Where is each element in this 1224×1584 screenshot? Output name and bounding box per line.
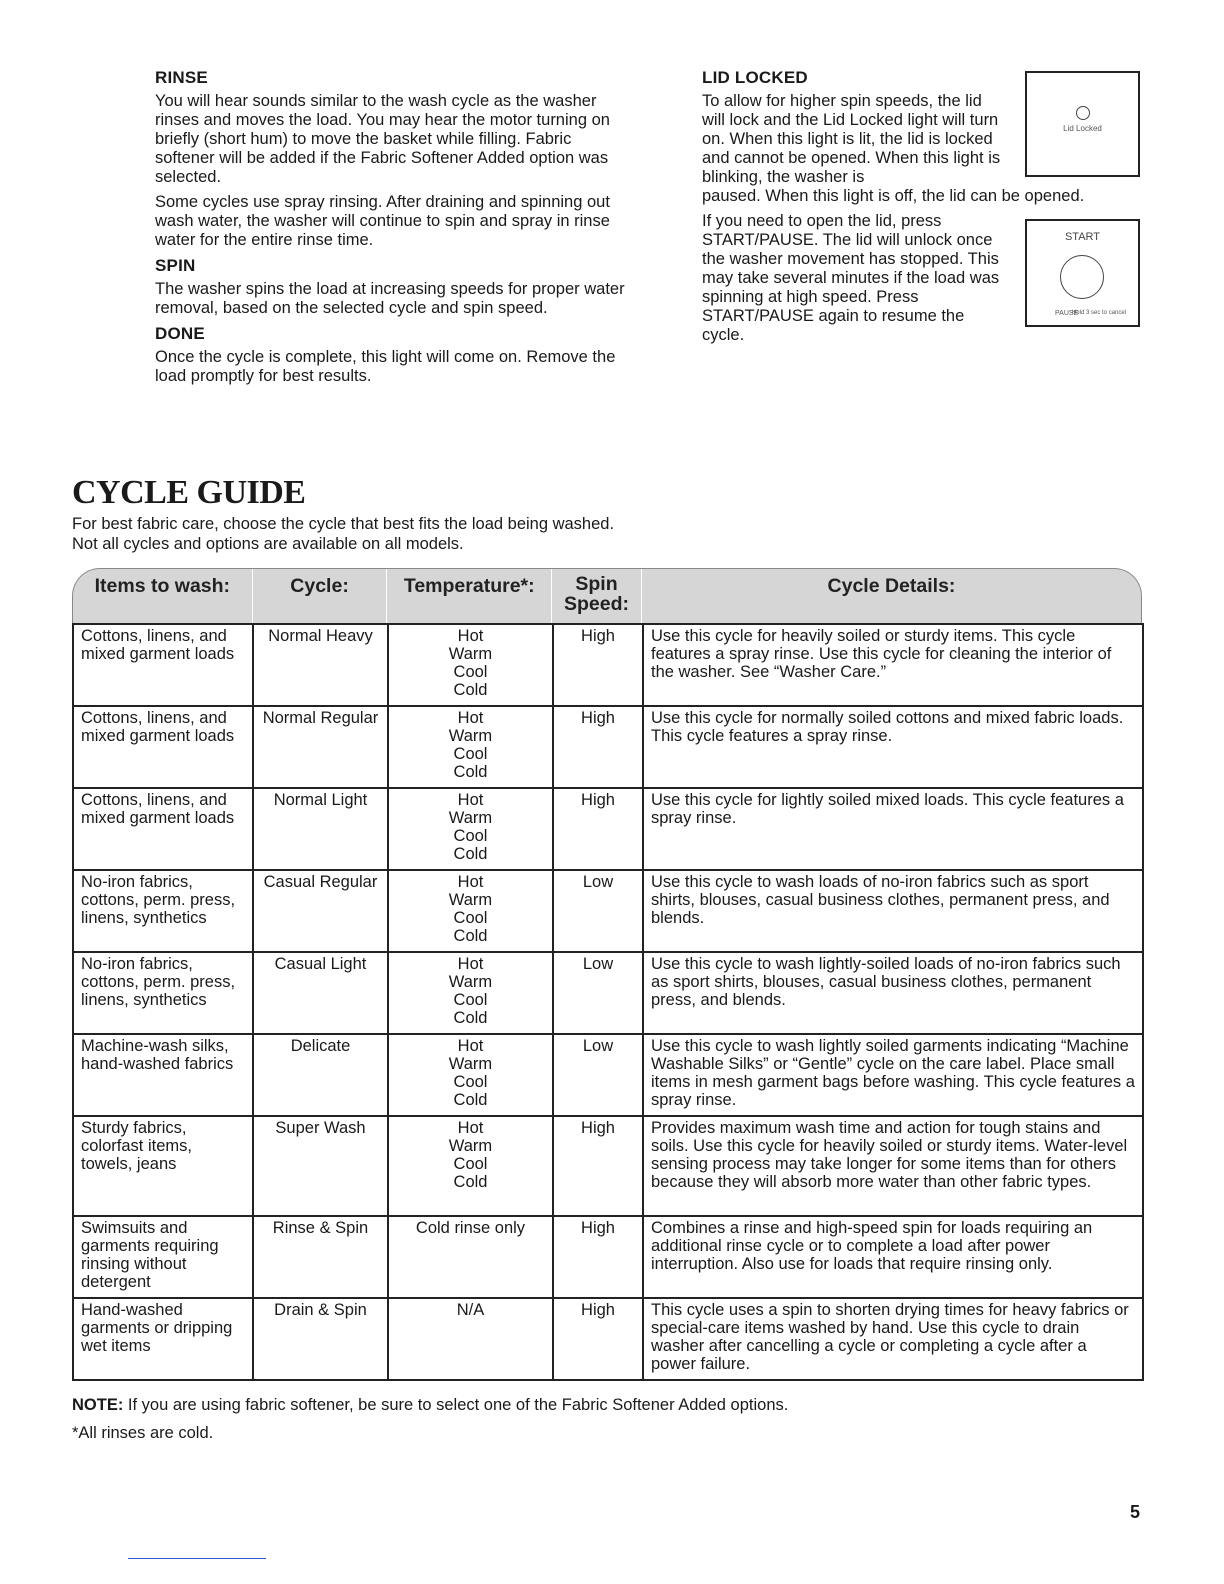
cycle-table-body	[72, 623, 1144, 1381]
lid-locked-paragraph-1b: paused. When this light is off, the lid can be opened.	[702, 187, 1085, 205]
cycle-guide-intro	[72, 515, 872, 554]
temperature-option: Cool	[453, 909, 488, 927]
cycle-details-cell: Use this cycle for normally soiled cottons and mixed fabric loads. This cycle features a spray rinse.	[643, 706, 1143, 788]
cycle-cell: Delicate	[253, 1034, 388, 1116]
items-cell: No-iron fabrics, cottons, perm. press, linens, synthetics	[73, 952, 253, 1034]
done-paragraph: Once the cycle is complete, this light will come on. Remove the load promptly for best results.	[155, 348, 616, 385]
note-section	[72, 1396, 1072, 1452]
pause-label: PAUSE	[1055, 310, 1079, 317]
done-heading: DONE	[155, 324, 205, 343]
note-text: If you are using fabric softener, be sure to select one of the Fabric Softener Added options.	[123, 1396, 789, 1414]
rinse-paragraph-2: Some cycles use spray rinsing. After draining and spinning out wash water, the washer will continue to spin and spray in rinse water for the entire rinse time.	[155, 193, 610, 249]
temperature-option: Warm	[448, 727, 493, 745]
spin-speed-cell: High	[553, 706, 643, 788]
temperature-cell	[388, 870, 553, 952]
table-row	[73, 870, 1143, 952]
spin-speed-cell: High	[553, 1216, 643, 1298]
table-row	[73, 706, 1143, 788]
temperature-option: Hot	[457, 1119, 484, 1137]
header-cycle-details: Cycle Details:	[827, 575, 956, 597]
start-pause-button-icon	[1060, 255, 1104, 299]
spin-speed-cell: High	[553, 1298, 643, 1380]
temperature-option: Cold	[453, 681, 488, 699]
table-row	[73, 1298, 1143, 1380]
cycle-details-cell: Use this cycle for heavily soiled or sturdy items. This cycle features a spray rinse. Use this cycle for cleaning the interior of the washer. See “Washer Care.”	[643, 624, 1143, 706]
spin-speed-cell: Low	[553, 952, 643, 1034]
lid-locked-light-icon	[1076, 106, 1090, 120]
temperature-option: Cold	[453, 1091, 488, 1109]
cycle-cell: Casual Light	[253, 952, 388, 1034]
spin-paragraph: The washer spins the load at increasing speeds for proper water removal, based on the selected cycle and spin speed.	[155, 280, 625, 317]
temperature-option: Cold rinse only	[415, 1219, 526, 1237]
lid-locked-paragraph-2: If you need to open the lid, press START/PAUSE. The lid will unlock once the washer movement has stopped. This may take several minutes if the load was spinning at high speed. Press START/PAUSE again to resume the cycle.	[702, 212, 1000, 344]
temperature-cell	[388, 1034, 553, 1116]
temperature-option: Warm	[448, 1137, 493, 1155]
temperature-option: N/A	[456, 1301, 485, 1319]
cycle-cell: Casual Regular	[253, 870, 388, 952]
temperature-cell	[388, 788, 553, 870]
spin-speed-cell: High	[553, 1116, 643, 1216]
spin-heading: SPIN	[155, 256, 196, 275]
temperature-option: Cool	[453, 1073, 488, 1091]
temperature-option: Cool	[453, 1155, 488, 1173]
cycle-guide-title: CYCLE GUIDE	[72, 474, 306, 511]
temperature-option: Warm	[448, 973, 493, 991]
cycle-details-cell: This cycle uses a spin to shorten drying times for heavy fabrics or special-care items washed by hand. Use this cycle to drain washer after cancelling a cycle or completing a cycle after a power failure.	[643, 1298, 1143, 1380]
temperature-option: Cool	[453, 745, 488, 763]
header-temperature: Temperature*:	[387, 569, 552, 623]
temperature-option: Warm	[448, 809, 493, 827]
temperature-cell	[388, 1216, 553, 1298]
items-cell: Hand-washed garments or dripping wet items	[73, 1298, 253, 1380]
temperature-option: Hot	[457, 1037, 484, 1055]
cycle-cell: Normal Heavy	[253, 624, 388, 706]
table-header	[72, 568, 1142, 623]
temperature-cell	[388, 706, 553, 788]
table-row	[73, 1034, 1143, 1116]
footnote: *All rinses are cold.	[72, 1424, 214, 1442]
cycle-cell: Drain & Spin	[253, 1298, 388, 1380]
cycle-details-cell: Combines a rinse and high-speed spin for loads requiring an additional rinse cycle or to complete a load after power interruption. Also use for loads that require rinsing only.	[643, 1216, 1143, 1298]
items-cell: Machine-wash silks, hand-washed fabrics	[73, 1034, 253, 1116]
cycle-guide-intro-line-2: Not all cycles and options are available on all models.	[72, 534, 464, 553]
temperature-option: Hot	[457, 709, 484, 727]
cycle-cell: Super Wash	[253, 1116, 388, 1216]
note-label: NOTE:	[72, 1396, 124, 1414]
left-column	[155, 68, 625, 392]
rinse-paragraph-1: You will hear sounds similar to the wash cycle as the washer rinses and moves the load. You may hear the motor turning on briefly (short hum) to move the basket while filling. Fabric softener will be added if the Fabric Softener Added option was selected.	[155, 92, 610, 186]
table-row	[73, 952, 1143, 1034]
cycle-cell: Normal Light	[253, 788, 388, 870]
cycle-details-cell: Use this cycle to wash lightly-soiled loads of no-iron fabrics such as sport shirts, blouses, casual business clothes, permanent press, and blends.	[643, 952, 1143, 1034]
temperature-option: Warm	[448, 891, 493, 909]
temperature-option: Cold	[453, 845, 488, 863]
table-row	[73, 624, 1143, 706]
cycle-details-cell: Use this cycle for lightly soiled mixed loads. This cycle features a spray rinse.	[643, 788, 1143, 870]
spin-speed-cell: Low	[553, 870, 643, 952]
temperature-option: Hot	[457, 955, 484, 973]
cycle-details-cell: Use this cycle to wash loads of no-iron fabrics such as sport shirts, blouses, casual business clothes, permanent press, and blends.	[643, 870, 1143, 952]
temperature-option: Cold	[453, 927, 488, 945]
temperature-option: Cool	[453, 991, 488, 1009]
temperature-cell	[388, 1116, 553, 1216]
header-cycle: Cycle:	[253, 569, 388, 623]
temperature-option: Warm	[448, 1055, 493, 1073]
spin-speed-cell: High	[553, 788, 643, 870]
cycle-details-cell: Use this cycle to wash lightly soiled garments indicating “Machine Washable Silks” or “Gentle” cycle on the care label. Place small items in mesh garment bags before washing. This cycle features a spray rinse.	[643, 1034, 1143, 1116]
cycle-details-cell: Provides maximum wash time and action for tough stains and soils. Use this cycle for heavily soiled or sturdy items. Water-level sensing process may take longer for some items than for others because they will absorb more water than other fabric types.	[643, 1116, 1143, 1216]
lid-locked-paragraph-1: To allow for higher spin speeds, the lid will lock and the Lid Locked light will turn on. When this light is lit, the lid is locked and cannot be opened. When this light is blinking, the washer is	[702, 92, 1001, 186]
items-cell: Cottons, linens, and mixed garment loads	[73, 624, 253, 706]
temperature-option: Warm	[448, 645, 493, 663]
spin-speed-cell: Low	[553, 1034, 643, 1116]
start-pause-button-illustration	[1025, 219, 1140, 327]
page-number: 5	[1129, 1502, 1140, 1522]
start-label: START	[1064, 231, 1101, 243]
hold-to-cancel-label: Hold 3 sec to cancel	[1071, 310, 1126, 316]
temperature-option: Cool	[453, 663, 488, 681]
temperature-option: Cold	[453, 1009, 488, 1027]
lid-locked-indicator-label: Lid Locked	[1063, 124, 1102, 133]
spin-speed-cell: High	[553, 624, 643, 706]
temperature-cell	[388, 1298, 553, 1380]
cycle-cell: Normal Regular	[253, 706, 388, 788]
temperature-option: Hot	[457, 627, 484, 645]
cycle-guide-intro-line-1: For best fabric care, choose the cycle that best fits the load being washed.	[72, 515, 615, 533]
cycle-guide-table	[72, 568, 1142, 1381]
temperature-cell	[388, 952, 553, 1034]
cycle-cell: Rinse & Spin	[253, 1216, 388, 1298]
temperature-option: Cold	[453, 763, 488, 781]
table-row	[73, 1116, 1143, 1216]
items-cell: Cottons, linens, and mixed garment loads	[73, 706, 253, 788]
bottom-divider	[128, 1558, 266, 1559]
items-cell: Swimsuits and garments requiring rinsing without detergent	[73, 1216, 253, 1298]
temperature-option: Hot	[457, 873, 484, 891]
temperature-cell	[388, 624, 553, 706]
temperature-option: Cool	[453, 827, 488, 845]
header-items: Items to wash:	[73, 569, 253, 623]
lid-locked-heading: LID LOCKED	[702, 68, 808, 87]
note-paragraph	[72, 1396, 1072, 1415]
temperature-option: Cold	[453, 1173, 488, 1191]
items-cell: Sturdy fabrics, colorfast items, towels, jeans	[73, 1116, 253, 1216]
header-spin-speed: Spin Speed:	[552, 569, 642, 623]
temperature-option: Hot	[457, 791, 484, 809]
table-row	[73, 1216, 1143, 1298]
rinse-heading: RINSE	[155, 68, 208, 87]
lid-locked-indicator	[1025, 71, 1140, 177]
items-cell: Cottons, linens, and mixed garment loads	[73, 788, 253, 870]
items-cell: No-iron fabrics, cottons, perm. press, linens, synthetics	[73, 870, 253, 952]
table-row	[73, 788, 1143, 870]
